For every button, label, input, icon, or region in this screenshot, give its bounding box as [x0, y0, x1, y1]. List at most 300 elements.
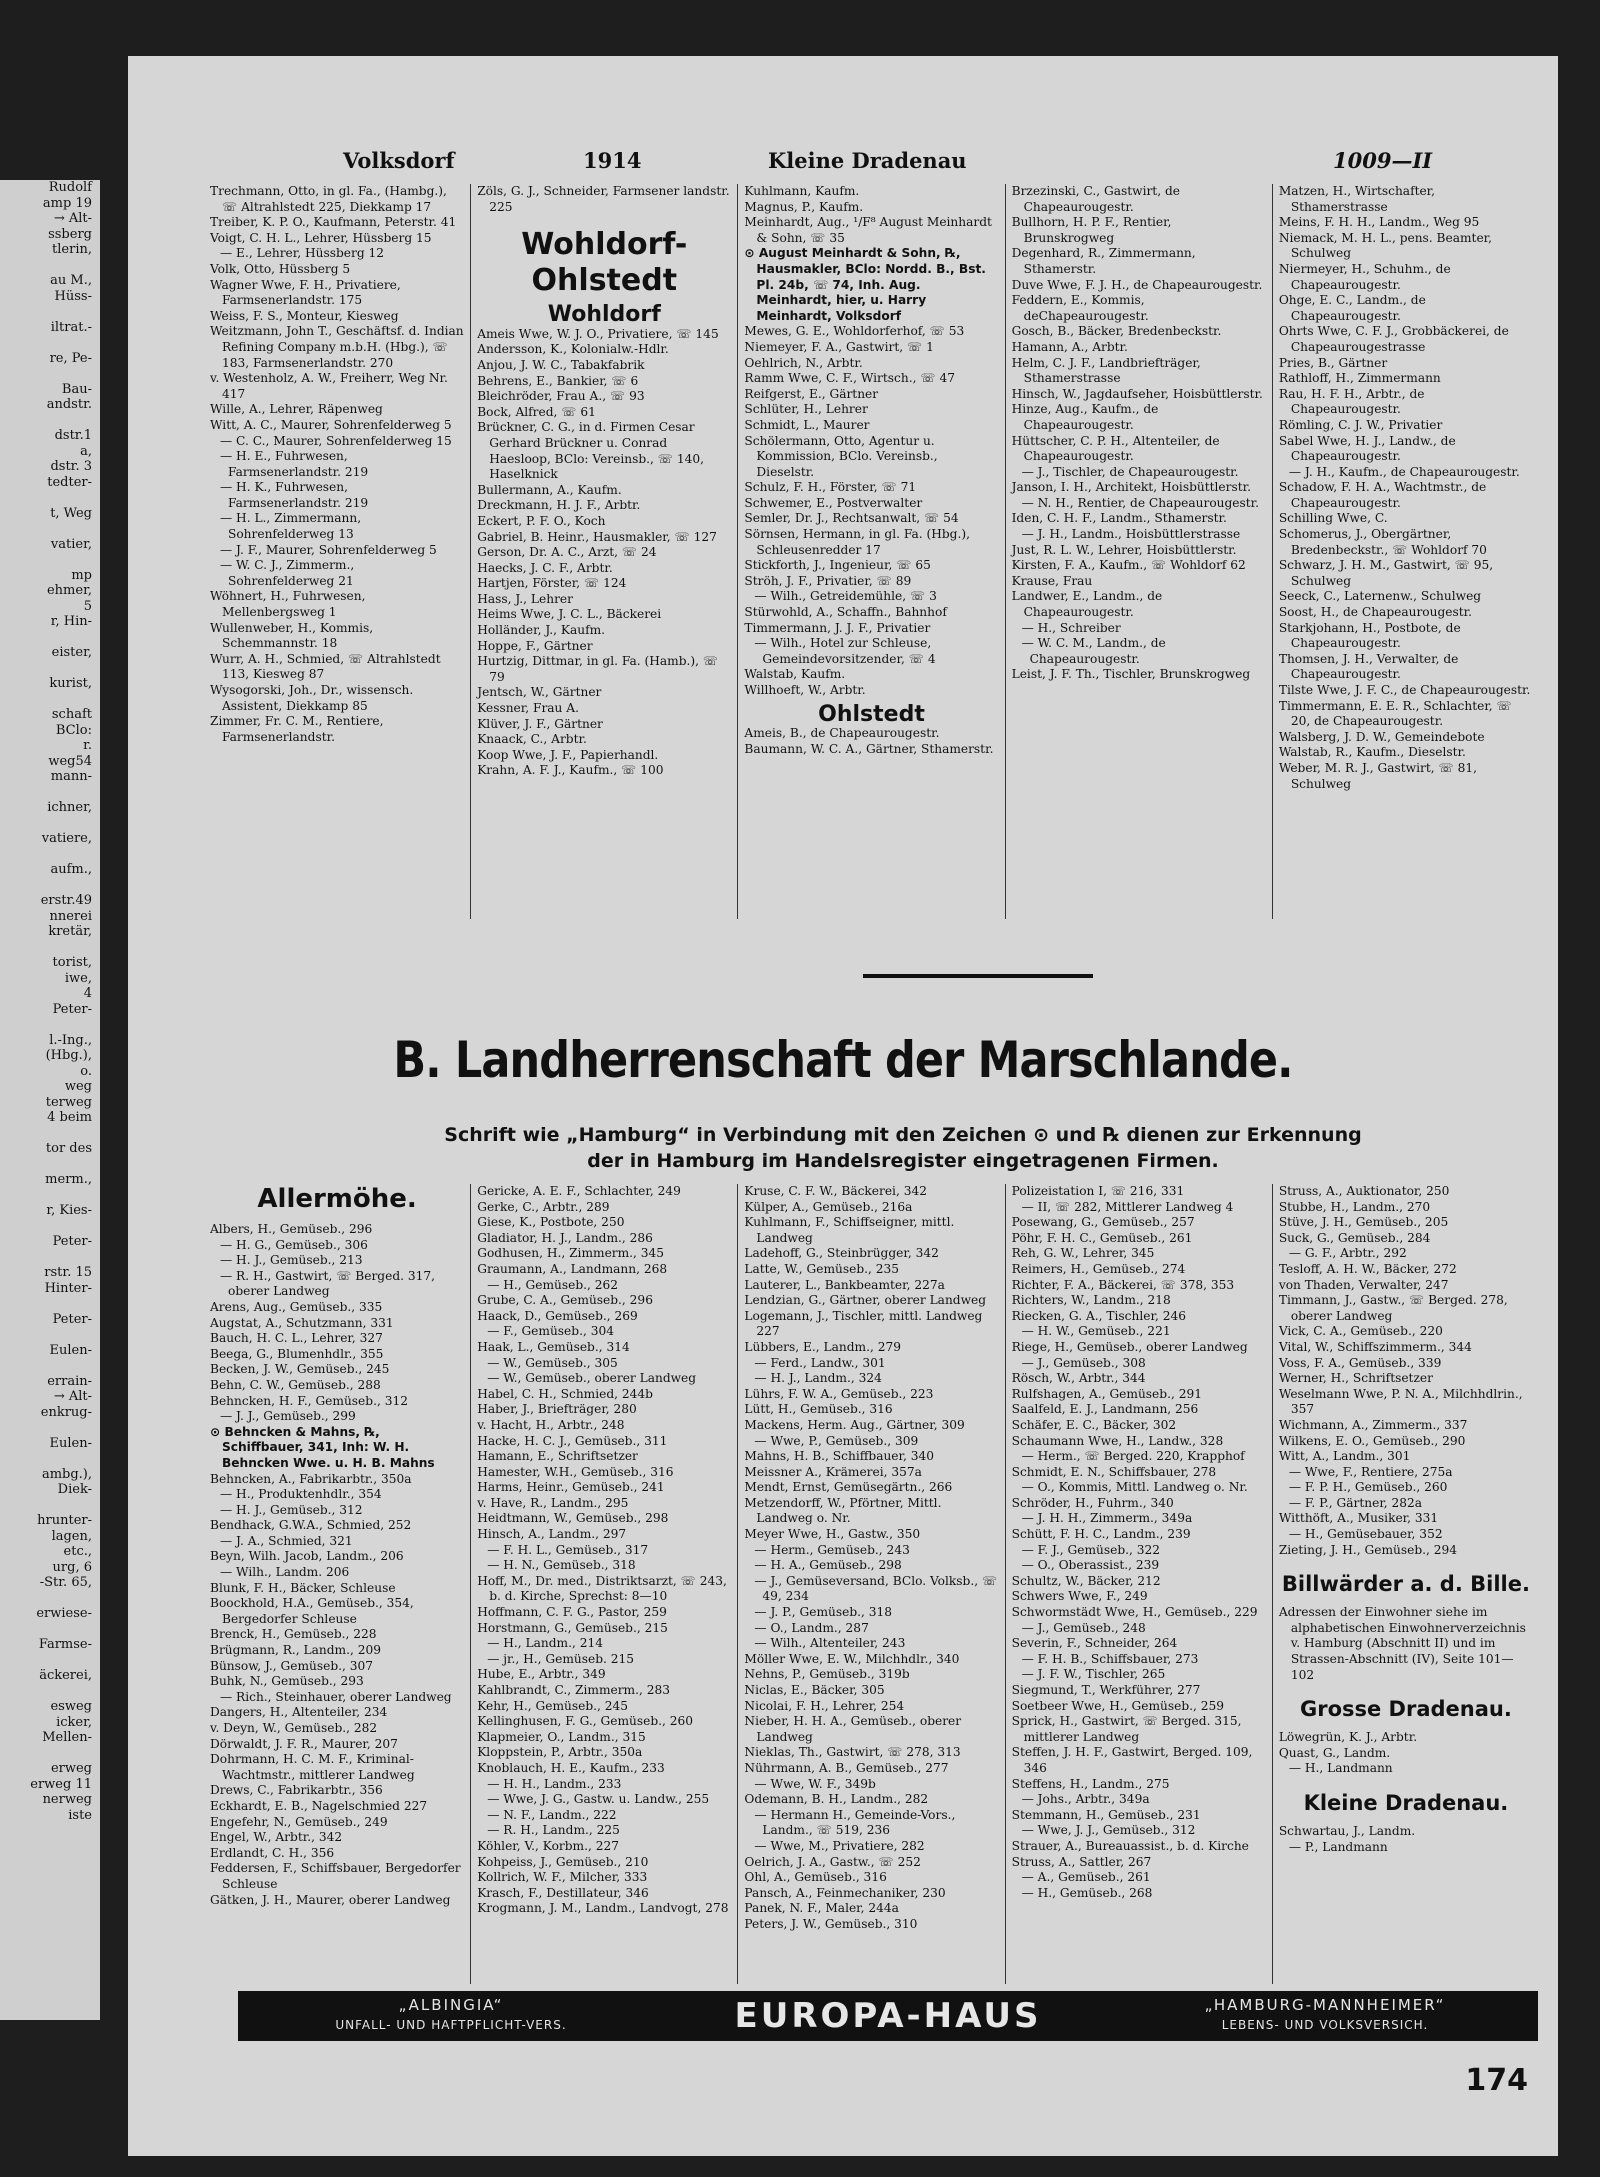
directory-entry: ⊙ August Meinhardt & Sohn, ℞, Hausmakler, BClo: Nordd. B., Bst. Pl. 24b, ☏ 74, Inh. Aug. Meinhardt, hier, u. Harry Meinhardt, Volksdorf [744, 246, 986, 323]
header-year: 1914 [583, 148, 642, 173]
directory-entry: Mahns, H. B., Schiffbauer, 340 [744, 1449, 935, 1464]
left-page-fragment: lagen, [51, 1528, 92, 1544]
directory-entry: v. Westenholz, A. W., Freiherr, Weg Nr. 417 [210, 371, 448, 401]
ad-albingia [256, 1995, 646, 2035]
directory-entry: Haecks, J. C. F., Arbtr. [477, 560, 613, 575]
directory-entry: Nieklas, Th., Gastwirt, ☏ 278, 313 [744, 1745, 961, 1760]
directory-entry: — J., Gemüseb., 248 [1021, 1620, 1146, 1635]
left-page-fragment: l.-Ing., [49, 1032, 92, 1048]
directory-entry: Timmermann, J. J. F., Privatier [744, 620, 931, 635]
left-page-fragment: ehmer, [46, 583, 92, 598]
left-page-fragment [0, 1017, 96, 1033]
directory-entry: Bleichröder, Frau A., ☏ 93 [477, 389, 645, 404]
top-column-4 [1005, 184, 1272, 919]
directory-entry: v. Hacht, H., Arbtr., 248 [477, 1417, 625, 1432]
left-page-fragment: a, [80, 443, 92, 459]
directory-entry: Engefehr, N., Gemüseb., 249 [210, 1814, 388, 1829]
left-page-fragment: iltrat.- [50, 319, 92, 335]
left-page-fragment: weg [64, 1079, 92, 1094]
left-page-fragment: enkrug- [40, 1404, 92, 1420]
directory-entry: Baumann, W. C. A., Gärtner, Sthamerstr. [744, 741, 994, 756]
left-page-fragment: 4 [83, 986, 92, 1001]
directory-entry: Schwormstädt Wwe, H., Gemüseb., 229 [1011, 1605, 1258, 1620]
left-page-fragment: ichner, [47, 800, 92, 815]
ad-albingia-subtitle: UNFALL- UND HAFTPFLICHT-VERS. [335, 2018, 567, 2032]
adjacent-page-fragment [0, 180, 100, 2020]
directory-entry: — Wwe, F., Rentiere, 275a [1288, 1464, 1453, 1479]
directory-entry: Buhk, N., Gemüseb., 293 [210, 1674, 364, 1689]
left-page-fragment: erwiese- [36, 1606, 92, 1621]
directory-entry: Pöhr, F. H. C., Gemüseb., 261 [1011, 1230, 1193, 1245]
directory-entry: — H. A., Gemüseb., 298 [754, 1558, 902, 1573]
directory-entry: Hartjen, Förster, ☏ 124 [477, 576, 627, 591]
directory-entry: Habel, C. H., Schmied, 244b [477, 1386, 653, 1401]
left-page-fragment: aufm., [50, 862, 92, 877]
directory-entry: — F. H. L., Gemüseb., 317 [487, 1542, 649, 1557]
left-page-fragment: r, Kies- [46, 1203, 92, 1218]
directory-entry: Nührmann, A. B., Gemüseb., 277 [744, 1760, 949, 1775]
left-page-fragment: schaft [51, 707, 92, 722]
page-number: 174 [1465, 2063, 1528, 2098]
directory-entry: Schultz, W., Bäcker, 212 [1011, 1573, 1161, 1588]
directory-entry: Holländer, J., Kaufm. [477, 623, 606, 638]
directory-entry: Schlüter, H., Lehrer [744, 402, 868, 417]
left-page-fragment [0, 366, 96, 382]
directory-entry: Stürwohld, A., Schaffn., Bahnhof [744, 605, 947, 620]
directory-entry: — Wwe, W. F., 349b [754, 1776, 876, 1791]
left-page-fragment: merm., [45, 1172, 92, 1187]
directory-entry: — Wilh., Getreidemühle, ☏ 3 [754, 589, 937, 604]
left-page-fragment [0, 1157, 96, 1173]
left-page-fragment: Peter- [52, 1234, 92, 1249]
left-page-fragment: terweg [45, 1094, 92, 1110]
directory-entry: Schomerus, J., Obergärtner, Bredenbeckstr., ☏ Wohldorf 70 [1278, 527, 1487, 557]
directory-entry: — F., Gemüseb., 304 [487, 1324, 614, 1339]
directory-entry: Lübbers, E., Landm., 279 [744, 1339, 901, 1354]
left-page-fragment: mp [71, 567, 92, 583]
directory-page [128, 56, 1558, 2156]
directory-entry: Wurr, A. H., Schmied, ☏ Altrahlstedt 113, Kiesweg 87 [210, 651, 441, 682]
sub-title-wohldorf: Wohldorf [547, 302, 661, 328]
directory-entry: Eckhardt, E. B., Nagelschmied 227 [210, 1798, 428, 1813]
directory-entry: Weselmann Wwe, P. N. A., Milchhdlrin., 357 [1278, 1386, 1523, 1417]
directory-entry: Bullhorn, H. P. F., Rentier, Brunskrogweg [1011, 215, 1172, 245]
directory-entry: Volk, Otto, Hüssberg 5 [210, 261, 351, 276]
directory-entry: Schäfer, E. C., Bäcker, 302 [1011, 1417, 1177, 1432]
directory-entry: — H. J., Gemüseb., 312 [220, 1502, 363, 1517]
directory-entry: Hube, E., Arbtr., 349 [477, 1667, 606, 1682]
directory-entry: Schölermann, Otto, Agentur u. Kommission, BClo. Vereinsb., Dieselstr. [744, 433, 938, 479]
directory-entry: — J. H., Kaufm., de Chapeaurougestr. [1288, 464, 1520, 479]
left-page-fragment [0, 1327, 96, 1343]
left-page-fragment [0, 661, 96, 677]
directory-entry: — J., Gemüseb., 308 [1021, 1355, 1146, 1370]
directory-entry: Gosch, B., Bäcker, Bredenbeckstr. [1011, 324, 1222, 339]
left-page-fragment [0, 490, 96, 506]
directory-entry: — Hermann H., Gemeinde-Vors., Landm., ☏ 519, 236 [754, 1807, 956, 1838]
directory-entry: Albers, H., Gemüseb., 296 [210, 1222, 373, 1236]
directory-entry: — H. J., Gemüseb., 213 [220, 1253, 363, 1268]
directory-entry: Pansch, A., Feinmechaniker, 230 [744, 1885, 946, 1900]
left-page-fragment: Rudolf [48, 180, 92, 195]
directory-entry: — H. H., Landm., 233 [487, 1776, 622, 1791]
directory-entry: Ohge, E. C., Landm., de Chapeaurougestr. [1278, 293, 1426, 323]
left-page-fragment [0, 940, 96, 956]
note-line-1: Schrift wie „Hamburg“ in Verbindung mit den Zeichen ⊙ und ℞ dienen zur Erkennung [444, 1124, 1362, 1146]
directory-entry: — J. A., Schmied, 321 [220, 1533, 353, 1548]
directory-entry: Wilkens, E. O., Gemüseb., 290 [1278, 1433, 1466, 1448]
directory-entry: — Wilh., Hotel zur Schleuse, Gemeindevorsitzender, ☏ 4 [754, 636, 936, 666]
directory-entry: Timmermann, E. E. R., Schlachter, ☏ 20, de Chapeaurougestr. [1278, 698, 1512, 729]
directory-entry: — G. F., Arbtr., 292 [1288, 1246, 1407, 1261]
directory-entry: Ameis Wwe, W. J. O., Privatiere, ☏ 145 [477, 326, 719, 341]
directory-entry: Saalfeld, E. J., Landmann, 256 [1011, 1402, 1199, 1417]
directory-entry: Siegmund, T., Werkführer, 277 [1011, 1683, 1201, 1697]
directory-entry: Feddern, E., Kommis, deChapeaurougestr. [1011, 293, 1149, 323]
directory-entry: Riecken, G. A., Tischler, 246 [1011, 1308, 1186, 1323]
directory-entry: — Ferd., Landw., 301 [754, 1355, 886, 1370]
directory-entry: Sabel Wwe, H. J., Landw., de Chapeaurougestr. [1278, 433, 1456, 464]
directory-entry: Walstab, R., Kaufm., Dieselstr. [1278, 745, 1466, 760]
directory-entry: — Herm., ☏ Berged. 220, Krapphof [1021, 1449, 1245, 1464]
left-page-fragment: vatier, [50, 536, 92, 552]
directory-entry: Krahn, A. F. J., Kaufm., ☏ 100 [477, 763, 664, 778]
directory-entry: Seeck, C., Laternenw., Schulweg [1278, 589, 1482, 604]
directory-entry: Haber, J., Briefträger, 280 [477, 1402, 637, 1417]
directory-entry: Sprick, H., Gastwirt, ☏ Berged. 315, mittlerer Landweg [1011, 1714, 1242, 1744]
directory-entry: Drews, C., Fabrikarbtr., 356 [210, 1783, 383, 1798]
directory-entry: Steffen, J. H. F., Gastwirt, Berged. 109, 346 [1011, 1745, 1253, 1775]
directory-entry: Krogmann, J. M., Landm., Landvogt, 278 [477, 1901, 729, 1916]
directory-entry: Voigt, C. H. L., Lehrer, Hüssberg 15 [210, 230, 432, 245]
left-page-fragment: etc., [63, 1544, 92, 1559]
directory-entry: Riege, H., Gemüseb., oberer Landweg [1011, 1339, 1248, 1354]
directory-entry: Kahlbrandt, C., Zimmerm., 283 [477, 1683, 670, 1697]
directory-entry: Posewang, G., Gemüseb., 257 [1011, 1215, 1195, 1230]
top-column-1 [204, 184, 470, 919]
directory-entry: — Wwe, J. G., Gastw. u. Landw., 255 [487, 1792, 710, 1807]
directory-entry: Zieting, J. H., Gemüseb., 294 [1278, 1542, 1458, 1557]
directory-entry: Nehns, P., Gemüseb., 319b [744, 1667, 910, 1682]
directory-entry: — Wwe, P., Gemüseb., 309 [754, 1433, 919, 1448]
directory-entry: — N. F., Landm., 222 [487, 1807, 617, 1822]
directory-entry: Horstmann, G., Gemüseb., 215 [477, 1620, 668, 1635]
directory-entry: — J. J., Gemüseb., 299 [220, 1409, 356, 1424]
directory-entry: — H. J., Landm., 324 [754, 1371, 882, 1386]
directory-entry: Brenck, H., Gemüseb., 228 [210, 1627, 377, 1642]
directory-entry: Jentsch, W., Gärtner [477, 685, 602, 700]
left-page-fragment [0, 1219, 96, 1235]
town-title-wohldorf-ohlstedt: Wohldorf-Ohlstedt [521, 227, 688, 299]
left-page-fragment: 5 [83, 598, 92, 614]
ad-hm-subtitle: LEBENS- UND VOLKSVERSICH. [1221, 2018, 1429, 2032]
directory-entry: Behrens, E., Bankier, ☏ 6 [477, 373, 639, 388]
directory-entry: Heims Wwe, J. C. L., Bäckerei [477, 607, 662, 622]
directory-entry: Bullermann, A., Kaufm. [477, 482, 622, 497]
directory-entry: Schwarz, J. H. M., Gastwirt, ☏ 95, Schulweg [1278, 558, 1494, 588]
directory-entry: Weber, M. R. J., Gastwirt, ☏ 81, Schulweg [1278, 760, 1477, 791]
directory-entry: Voss, F. A., Gemüseb., 339 [1278, 1355, 1442, 1370]
directory-entry: — F. P., Gärtner, 282a [1288, 1495, 1423, 1510]
left-page-fragment: kurist, [49, 676, 92, 691]
directory-entry: Suck, G., Gemüseb., 284 [1278, 1230, 1431, 1245]
left-page-fragment: vatiere, [41, 831, 92, 846]
directory-entry: Eckert, P. F. O., Koch [477, 513, 606, 528]
directory-entry: Metzendorff, W., Pförtner, Mittl. Landweg o. Nr. [744, 1495, 942, 1526]
left-page-fragment: Mellen- [42, 1730, 92, 1745]
left-page-fragment: r, Hin- [50, 614, 92, 629]
directory-entry: Just, R. L. W., Lehrer, Hoisbüttlerstr. [1011, 542, 1237, 557]
left-page-fragment: Peter- [52, 1311, 92, 1327]
directory-entry: — W., Gemüseb., 305 [487, 1355, 618, 1370]
directory-entry: Ladehoff, G., Steinbrügger, 342 [744, 1246, 939, 1261]
directory-entry: — II, ☏ 282, Mittlerer Landweg 4 [1021, 1199, 1234, 1214]
directory-entry: Gätken, J. H., Maurer, oberer Landweg [210, 1892, 451, 1907]
directory-entry: — P., Landmann [1288, 1839, 1388, 1854]
left-page-fragment [0, 258, 96, 274]
directory-entry: Stüve, J. H., Gemüseb., 205 [1278, 1215, 1449, 1230]
left-page-fragment: urg, 6 [52, 1559, 92, 1575]
directory-entry: Witthöft, A., Musiker, 331 [1278, 1511, 1439, 1526]
left-page-fragment [0, 1684, 96, 1700]
directory-entry: Dohrmann, H. C. M. F., Kriminal-Wachtmstr., mittlerer Landweg [210, 1752, 415, 1782]
directory-entry: Kohpeiss, J., Gemüseb., 210 [477, 1854, 649, 1869]
left-page-fragment: → Alt- [53, 1389, 92, 1404]
directory-entry: — J. F. W., Tischler, 265 [1021, 1667, 1166, 1682]
left-page-fragment: Diek- [57, 1482, 92, 1497]
bottom-column-4 [1005, 1184, 1272, 1984]
directory-entry: Richter, F. A., Bäckerei, ☏ 378, 353 [1011, 1277, 1235, 1292]
directory-entry: Kloppstein, P., Arbtr., 350a [477, 1745, 643, 1760]
left-page-fragment: dstr. 3 [50, 459, 92, 474]
left-page-fragment: Peter- [52, 1001, 92, 1017]
directory-entry: Schadow, F. H. A., Wachtmstr., de Chapeaurougestr. [1278, 480, 1487, 510]
directory-entry: Gericke, A. E. F., Schlachter, 249 [477, 1184, 681, 1198]
directory-entry: Giese, K., Postbote, 250 [477, 1215, 625, 1230]
directory-entry: — Wilh., Altenteiler, 243 [754, 1636, 906, 1651]
left-page-fragment: o. [80, 1063, 92, 1079]
directory-entry: Sörnsen, Hermann, in gl. Fa. (Hbg.), Schleusenredder 17 [744, 527, 970, 557]
directory-entry: Römling, C. J. W., Privatier [1278, 417, 1443, 432]
left-page-fragment [0, 692, 96, 708]
directory-entry: — F. J., Gemüseb., 322 [1021, 1542, 1161, 1557]
directory-entry: Dangers, H., Altenteiler, 234 [210, 1705, 388, 1720]
directory-entry: — H. G., Gemüseb., 306 [220, 1237, 368, 1252]
left-page-fragment [0, 552, 96, 568]
directory-entry: — Rich., Steinhauer, oberer Landweg [220, 1689, 452, 1704]
left-page-fragment: (Hbg.), [45, 1048, 92, 1063]
directory-entry: Kirsten, F. A., Kaufm., ☏ Wohldorf 62 [1011, 558, 1246, 573]
directory-entry: Willhoeft, W., Arbtr. [744, 683, 866, 697]
directory-entry: — C. C., Maurer, Sohrenfelderweg 15 [220, 433, 452, 448]
directory-entry: Kruse, C. F. W., Bäckerei, 342 [744, 1184, 927, 1198]
directory-entry: Witt, A. C., Maurer, Sohrenfelderweg 5 [210, 417, 452, 432]
left-page-fragment [0, 335, 96, 351]
advertisement-bar [238, 1991, 1538, 2041]
directory-entry: Krasch, F., Destillateur, 346 [477, 1885, 649, 1900]
directory-entry: Latte, W., Gemüseb., 235 [744, 1261, 900, 1276]
directory-entry: Schmidt, L., Maurer [744, 417, 870, 432]
directory-entry: Vick, C. A., Gemüseb., 220 [1278, 1324, 1443, 1339]
directory-entry: Meyer Wwe, H., Gastw., 350 [744, 1527, 921, 1542]
directory-entry: — F. H. B., Schiffsbauer, 273 [1021, 1651, 1199, 1666]
directory-entry: Reifgerst, E., Gärtner [744, 386, 879, 401]
ad-hm-name: „HAMBURG-MANNHEIMER“ [1204, 1996, 1446, 2014]
directory-entry: Janson, I. H., Architekt, Hoisbüttlerstr. [1011, 480, 1251, 495]
directory-entry: Klapmeier, O., Landm., 315 [477, 1729, 646, 1744]
bottom-column-1 [204, 1184, 470, 1984]
directory-entry: Reimers, H., Gemüseb., 274 [1011, 1261, 1186, 1276]
directory-entry: Semler, Dr. J., Rechtsanwalt, ☏ 54 [744, 511, 959, 526]
left-page-fragment: icker, [56, 1714, 92, 1730]
left-page-fragment [0, 1622, 96, 1638]
directory-entry: Schröder, H., Fuhrm., 340 [1011, 1495, 1174, 1510]
left-page-fragment [0, 1126, 96, 1142]
directory-entry: Thomsen, J. H., Verwalter, de Chapeaurougestr. [1278, 651, 1459, 682]
directory-entry: Klüver, J. F., Gärtner [477, 716, 603, 731]
directory-entry: Schilling Wwe, C. [1278, 511, 1388, 526]
ad-albingia-name: „ALBINGIA“ [398, 1996, 504, 2014]
left-page-fragment: au M., [50, 273, 92, 288]
directory-entry: Behn, C. W., Gemüseb., 288 [210, 1377, 381, 1392]
directory-entry: Arens, Aug., Gemüseb., 335 [210, 1299, 383, 1314]
left-page-fragment: tlerin, [52, 242, 92, 257]
directory-entry: Hass, J., Lehrer [477, 591, 573, 606]
directory-entry: — Herm., Gemüseb., 243 [754, 1542, 910, 1557]
running-header [128, 148, 1558, 178]
top-column-5 [1272, 184, 1539, 919]
directory-entry: Haak, L., Gemüseb., 314 [477, 1339, 630, 1354]
directory-entry: — A., Gemüseb., 261 [1021, 1870, 1151, 1885]
section-title: B. Landherrenschaft der Marschlande. [393, 1031, 1293, 1089]
bottom-column-3 [737, 1184, 1004, 1984]
left-page-fragment: kretär, [48, 924, 92, 939]
directory-entry: Külper, A., Gemüseb., 216a [744, 1199, 913, 1214]
left-page-fragment [0, 785, 96, 801]
left-page-fragment [0, 878, 96, 894]
directory-entry: Starkjohann, H., Postbote, de Chapeaurougestr. [1278, 620, 1461, 651]
directory-entry: Helm, C. J. F., Landbriefträger, Sthamerstrasse [1011, 355, 1201, 386]
directory-entry: — J., Tischler, de Chapeaurougestr. [1021, 464, 1239, 479]
left-page-fragment: tor des [45, 1141, 92, 1156]
directory-entry: Hoppe, F., Gärtner [477, 638, 593, 653]
place-title-kleine-dradenau: Kleine Dradenau. [1303, 1791, 1509, 1815]
left-page-fragment [0, 847, 96, 863]
directory-entry: — N. H., Rentier, de Chapeaurougestr. [1021, 495, 1260, 510]
directory-entry: Kessner, Frau A. [477, 701, 579, 716]
directory-entry: — F. P. H., Gemüseb., 260 [1288, 1480, 1448, 1495]
directory-entry: Pries, B., Gärtner [1278, 355, 1388, 370]
left-page-fragment: erstr.49 [40, 893, 92, 908]
directory-entry: Wichmann, A., Zimmerm., 337 [1278, 1417, 1468, 1432]
directory-entry: — R. H., Landm., 225 [487, 1823, 620, 1838]
directory-entry: Andersson, K., Kolonialw.-Hdlr. [477, 342, 669, 357]
directory-entry: — H., Landm., 214 [487, 1636, 603, 1651]
directory-entry: Ramm Wwe, C. F., Wirtsch., ☏ 47 [744, 371, 955, 386]
directory-entry: — Wilh., Landm. 206 [220, 1565, 350, 1580]
left-page-fragment: torist, [52, 955, 92, 970]
directory-entry: — J. P., Gemüseb., 318 [754, 1605, 893, 1620]
directory-entry: Strauer, A., Bureauassist., b. d. Kirche [1011, 1838, 1249, 1853]
directory-entry: Meissner A., Krämerei, 357a [744, 1464, 922, 1479]
left-page-fragment [0, 1250, 96, 1266]
directory-entry: Hinsch, W., Jagdaufseher, Hoisbüttlerstr. [1011, 386, 1263, 401]
directory-entry: Lütt, H., Gemüseb., 316 [744, 1402, 893, 1417]
directory-entry: — E., Lehrer, Hüssberg 12 [220, 246, 385, 261]
directory-entry: Hacke, H. C. J., Gemüseb., 311 [477, 1433, 668, 1448]
directory-entry: Meinhardt, Aug., ¹/F⁸ August Meinhardt & Sohn, ☏ 35 [744, 215, 992, 245]
directory-entry: Knoblauch, H. E., Kaufm., 233 [477, 1760, 665, 1775]
directory-entry: Steffens, H., Landm., 275 [1011, 1776, 1170, 1791]
directory-entry: Boockhold, H.A., Gemüseb., 354, Bergedorfer Schleuse [210, 1596, 414, 1626]
left-page-fragment: tedter- [47, 474, 92, 490]
directory-entry: Blunk, F. H., Bäcker, Schleuse [210, 1580, 396, 1595]
directory-entry: — H., Produktenhdlr., 354 [220, 1487, 382, 1502]
left-page-fragment: eister, [51, 645, 92, 660]
directory-entry: Graumann, A., Landmann, 268 [477, 1261, 668, 1276]
directory-entry: Köhler, V., Korbm., 227 [477, 1838, 619, 1853]
left-page-fragment: Hinter- [44, 1280, 92, 1296]
directory-entry: — H. L., Zimmermann, Sohrenfelderweg 13 [220, 511, 362, 542]
directory-entry: — jr., H., Gemüseb. 215 [487, 1651, 635, 1666]
directory-entry: Oelrich, J. A., Gastw., ☏ 252 [744, 1854, 921, 1869]
directory-entry: Tesloff, A. H. W., Bäcker, 272 [1278, 1261, 1457, 1276]
left-page-fragment: Farmse- [38, 1637, 92, 1652]
left-page-fragment [0, 1358, 96, 1374]
directory-entry: ⊙ Behncken & Mahns, ℞, Schiffbauer, 341, Inh: W. H. Behncken Wwe. u. H. B. Mahns [210, 1424, 435, 1470]
left-page-fragment [0, 521, 96, 537]
directory-entry: — H., Gemüseb., 262 [487, 1277, 619, 1292]
directory-entry: Dörwaldt, J. F. R., Maurer, 207 [210, 1736, 398, 1751]
directory-entry: Reh, G. W., Lehrer, 345 [1011, 1246, 1155, 1261]
directory-entry: — W. C. J., Zimmerm., Sohrenfelderweg 21 [220, 558, 355, 588]
directory-entry: Schwers Wwe, F., 249 [1011, 1589, 1148, 1604]
left-page-fragment [0, 1296, 96, 1312]
directory-entry: Krause, Frau [1011, 573, 1093, 588]
left-page-fragment: ssberg [48, 226, 92, 242]
left-page-fragment: äckerei, [39, 1668, 92, 1683]
directory-entry: Odemann, B. H., Landm., 282 [744, 1792, 929, 1807]
directory-entry: Heidtmann, W., Gemüseb., 298 [477, 1511, 669, 1526]
left-page-fragment: nnerei [49, 908, 92, 924]
directory-entry: Mewes, G. E., Wohldorferhof, ☏ 53 [744, 324, 965, 339]
directory-entry: Weitzmann, John T., Geschäftsf. d. Indian Refining Company m.b.H. (Hbg.), ☏ 183, Farmsenerlandstr. 270 [210, 324, 464, 370]
section-note [328, 1122, 1478, 1174]
directory-entry: Anjou, J. W. C., Tabakfabrik [477, 357, 645, 372]
left-page-fragment: BClo: [55, 722, 92, 738]
top-column-2 [470, 184, 737, 919]
directory-entry: Logemann, J., Tischler, mittl. Landweg 227 [744, 1308, 983, 1339]
directory-entry: Godhusen, H., Zimmerm., 345 [477, 1246, 665, 1261]
directory-entry: Feddersen, F., Schiffsbauer, Bergedorfer Schleuse [210, 1861, 461, 1891]
directory-entry: Bünsow, J., Gemüseb., 307 [210, 1658, 374, 1673]
directory-entry: — Wwe, M., Privatiere, 282 [754, 1838, 925, 1853]
left-page-fragment: → Alt- [53, 211, 92, 226]
left-page-fragment: iwe, [64, 970, 92, 986]
directory-entry: Zimmer, Fr. C. M., Rentiere, Farmsenerlandstr. [210, 714, 384, 744]
place-title-billwaerder: Billwärder a. d. Bille. [1281, 1572, 1530, 1597]
directory-entry: Beyn, Wilh. Jacob, Landm., 206 [210, 1549, 404, 1564]
bottom-column-2 [470, 1184, 737, 1984]
left-page-fragment: re, Pe- [49, 350, 92, 366]
directory-entry: Polizeistation I, ☏ 216, 331 [1011, 1184, 1185, 1198]
header-left: Volksdorf [343, 148, 455, 173]
directory-entry: Hoffmann, C. F. G., Pastor, 259 [477, 1605, 667, 1620]
directory-entry: Quast, G., Landm. [1278, 1745, 1391, 1760]
directory-entry: Matzen, H., Wirtschafter, Sthamerstrasse [1278, 184, 1436, 214]
left-page-fragment: Eulen- [49, 1435, 92, 1451]
directory-entry: Hoff, M., Dr. med., Distriktsarzt, ☏ 243, b. d. Kirche, Sprechst: 8—10 [477, 1573, 727, 1604]
